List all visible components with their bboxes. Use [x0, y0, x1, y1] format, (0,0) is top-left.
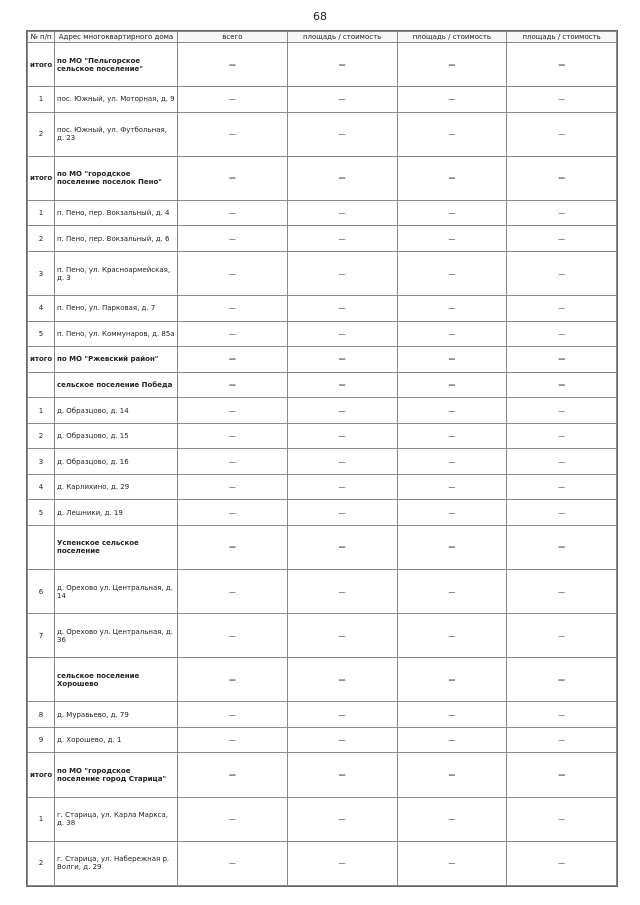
- row-value-cell: —: [507, 372, 617, 398]
- row-value-cell: —: [287, 372, 397, 398]
- row-value-cell: —: [178, 226, 288, 252]
- row-value-cell: —: [178, 570, 288, 614]
- row-value-cell: —: [397, 321, 507, 347]
- row-number: итого: [28, 347, 55, 373]
- row-value-cell: —: [507, 702, 617, 728]
- row-value-cell: —: [507, 449, 617, 475]
- row-value-cell: —: [507, 112, 617, 156]
- row-value-cell: —: [507, 200, 617, 226]
- row-address: по МО "городское поселение поселок Пено": [55, 156, 178, 200]
- row-value-cell: —: [287, 321, 397, 347]
- row-value-cell: —: [287, 423, 397, 449]
- row-value-cell: —: [178, 200, 288, 226]
- row-address: по МО "Пельгорское сельское поселение": [55, 43, 178, 87]
- row-address: п. Пено, пер. Вокзальный, д. 6: [55, 226, 178, 252]
- table-row: [28, 570, 617, 614]
- row-value-cell: —: [397, 112, 507, 156]
- row-value-cell: —: [178, 614, 288, 658]
- row-value-cell: —: [507, 321, 617, 347]
- row-value-cell: —: [507, 753, 617, 797]
- row-number: итого: [28, 156, 55, 200]
- row-value-cell: —: [287, 658, 397, 702]
- row-address: д. Образцово, д. 16: [55, 449, 178, 475]
- header-number: № п/п: [28, 32, 55, 43]
- row-address: д. Орехово ул. Центральная, д. 36: [55, 614, 178, 658]
- row-value-cell: —: [178, 797, 288, 841]
- row-value-cell: —: [397, 449, 507, 475]
- row-value-cell: —: [507, 43, 617, 87]
- row-value-cell: —: [287, 398, 397, 424]
- table-row: [28, 252, 617, 296]
- row-value-cell: —: [507, 226, 617, 252]
- row-address: по МО "Ржевский район": [55, 347, 178, 373]
- row-number: [28, 372, 55, 398]
- row-address: п. Пено, пер. Вокзальный, д. 4: [55, 200, 178, 226]
- row-number: 3: [28, 252, 55, 296]
- row-number: 9: [28, 727, 55, 753]
- row-address: д. Образцово, д. 14: [55, 398, 178, 424]
- table-row: [28, 112, 617, 156]
- row-value-cell: —: [397, 702, 507, 728]
- row-value-cell: —: [178, 156, 288, 200]
- table-row: [28, 614, 617, 658]
- row-value-cell: —: [178, 474, 288, 500]
- row-address: г. Старица, ул. Набережная р. Волги, д. 29: [55, 841, 178, 885]
- row-value-cell: —: [178, 347, 288, 373]
- row-number: 2: [28, 112, 55, 156]
- row-value-cell: —: [287, 525, 397, 569]
- row-value-cell: —: [507, 614, 617, 658]
- row-number: 2: [28, 841, 55, 885]
- row-value-cell: —: [507, 658, 617, 702]
- row-value-cell: —: [287, 500, 397, 526]
- row-value-cell: —: [287, 449, 397, 475]
- row-value-cell: —: [397, 658, 507, 702]
- row-value-cell: —: [397, 474, 507, 500]
- row-value-cell: —: [507, 525, 617, 569]
- row-value-cell: —: [397, 398, 507, 424]
- table-row: [28, 474, 617, 500]
- row-value-cell: —: [178, 727, 288, 753]
- row-value-cell: —: [397, 87, 507, 113]
- row-value-cell: —: [178, 398, 288, 424]
- row-value-cell: —: [507, 398, 617, 424]
- row-number: 2: [28, 226, 55, 252]
- row-value-cell: —: [287, 200, 397, 226]
- row-number: 5: [28, 500, 55, 526]
- document-table-container: [26, 30, 618, 887]
- row-value-cell: —: [397, 727, 507, 753]
- row-value-cell: —: [178, 112, 288, 156]
- row-value-cell: —: [178, 525, 288, 569]
- row-value-cell: —: [507, 87, 617, 113]
- table-row: [28, 156, 617, 200]
- row-value-cell: —: [178, 87, 288, 113]
- row-value-cell: —: [178, 753, 288, 797]
- row-value-cell: —: [178, 500, 288, 526]
- row-number: 1: [28, 398, 55, 424]
- table-row: [28, 797, 617, 841]
- row-value-cell: —: [397, 797, 507, 841]
- row-value-cell: —: [507, 797, 617, 841]
- row-value-cell: —: [397, 252, 507, 296]
- table-row: [28, 658, 617, 702]
- row-value-cell: —: [287, 702, 397, 728]
- row-value-cell: —: [397, 156, 507, 200]
- row-address: д. Образцово, д. 15: [55, 423, 178, 449]
- row-value-cell: —: [178, 449, 288, 475]
- row-value-cell: —: [178, 43, 288, 87]
- row-value-cell: —: [507, 347, 617, 373]
- row-value-cell: —: [397, 43, 507, 87]
- row-value-cell: —: [397, 841, 507, 885]
- table-row: [28, 525, 617, 569]
- row-value-cell: —: [287, 474, 397, 500]
- row-value-cell: —: [397, 614, 507, 658]
- row-address: Успенское сельское поселение: [55, 525, 178, 569]
- row-value-cell: —: [287, 570, 397, 614]
- row-address: д. Карлихино, д. 29: [55, 474, 178, 500]
- row-value-cell: —: [397, 570, 507, 614]
- row-value-cell: —: [397, 226, 507, 252]
- row-number: 1: [28, 87, 55, 113]
- row-number: 1: [28, 797, 55, 841]
- table-row: [28, 500, 617, 526]
- row-value-cell: —: [287, 797, 397, 841]
- row-value-cell: —: [397, 296, 507, 322]
- header-address: Адрес многоквартирного дома: [55, 32, 178, 43]
- table-row: [28, 841, 617, 885]
- row-value-cell: —: [507, 423, 617, 449]
- row-value-cell: —: [287, 347, 397, 373]
- row-value-cell: —: [397, 372, 507, 398]
- table-row: [28, 296, 617, 322]
- header-sub-3: площадь / стоимость: [507, 32, 617, 43]
- row-address: п. Пено, ул. Красноармейская, д. 3: [55, 252, 178, 296]
- row-value-cell: —: [287, 156, 397, 200]
- row-number: 2: [28, 423, 55, 449]
- row-address: д. Муравьево, д. 79: [55, 702, 178, 728]
- row-value-cell: —: [178, 372, 288, 398]
- row-number: 1: [28, 200, 55, 226]
- row-address: д. Орехово ул. Центральная, д. 14: [55, 570, 178, 614]
- row-address: г. Старица, ул. Карла Маркса, д. 38: [55, 797, 178, 841]
- row-address: п. Пено, ул. Парковая, д. 7: [55, 296, 178, 322]
- row-value-cell: —: [178, 321, 288, 347]
- row-value-cell: —: [178, 841, 288, 885]
- row-number: [28, 658, 55, 702]
- row-value-cell: —: [397, 525, 507, 569]
- row-value-cell: —: [507, 252, 617, 296]
- row-address: сельское поселение Победа: [55, 372, 178, 398]
- header-sub-1: площадь / стоимость: [287, 32, 397, 43]
- row-address: сельское поселение Хорошево: [55, 658, 178, 702]
- row-number: 4: [28, 296, 55, 322]
- page-number: 68: [313, 10, 327, 23]
- row-value-cell: —: [287, 112, 397, 156]
- row-address: д. Хорошево, д. 1: [55, 727, 178, 753]
- row-number: итого: [28, 753, 55, 797]
- table-row: [28, 200, 617, 226]
- row-value-cell: —: [507, 841, 617, 885]
- row-value-cell: —: [178, 658, 288, 702]
- table-row: [28, 398, 617, 424]
- row-number: итого: [28, 43, 55, 87]
- row-value-cell: —: [178, 296, 288, 322]
- header-sub-2: площадь / стоимость: [397, 32, 507, 43]
- row-value-cell: —: [507, 296, 617, 322]
- table-row: [28, 347, 617, 373]
- row-address: по МО "городское поселение город Старица": [55, 753, 178, 797]
- table-row: [28, 753, 617, 797]
- row-value-cell: —: [178, 702, 288, 728]
- row-value-cell: —: [397, 200, 507, 226]
- row-value-cell: —: [507, 727, 617, 753]
- row-number: 7: [28, 614, 55, 658]
- table-row: [28, 423, 617, 449]
- table-row: [28, 43, 617, 87]
- row-number: 6: [28, 570, 55, 614]
- row-value-cell: —: [397, 753, 507, 797]
- row-number: 4: [28, 474, 55, 500]
- row-value-cell: —: [287, 87, 397, 113]
- row-value-cell: —: [507, 474, 617, 500]
- row-value-cell: —: [507, 156, 617, 200]
- row-number: 5: [28, 321, 55, 347]
- row-address: пос. Южный, ул. Моторная, д. 9: [55, 87, 178, 113]
- table-row: [28, 727, 617, 753]
- table-row: [28, 372, 617, 398]
- row-value-cell: —: [397, 423, 507, 449]
- row-address: пос. Южный, ул. Футбольная, д. 23: [55, 112, 178, 156]
- table-row: [28, 321, 617, 347]
- row-number: 3: [28, 449, 55, 475]
- row-value-cell: —: [287, 753, 397, 797]
- row-number: 8: [28, 702, 55, 728]
- table-row: [28, 226, 617, 252]
- row-value-cell: —: [287, 727, 397, 753]
- row-value-cell: —: [507, 570, 617, 614]
- row-number: [28, 525, 55, 569]
- table-row: [28, 702, 617, 728]
- row-value-cell: —: [507, 500, 617, 526]
- row-value-cell: —: [287, 43, 397, 87]
- table-row: [28, 449, 617, 475]
- row-value-cell: —: [397, 500, 507, 526]
- table-row: [28, 87, 617, 113]
- row-value-cell: —: [287, 614, 397, 658]
- housing-table: [27, 31, 617, 886]
- row-value-cell: —: [287, 296, 397, 322]
- row-value-cell: —: [287, 841, 397, 885]
- table-body: [28, 43, 617, 886]
- row-value-cell: —: [287, 252, 397, 296]
- row-address: д. Лешники, д. 19: [55, 500, 178, 526]
- row-address: п. Пено, ул. Коммунаров, д. 85а: [55, 321, 178, 347]
- header-total: всего: [178, 32, 288, 43]
- row-value-cell: —: [178, 423, 288, 449]
- row-value-cell: —: [397, 347, 507, 373]
- row-value-cell: —: [178, 252, 288, 296]
- row-value-cell: —: [287, 226, 397, 252]
